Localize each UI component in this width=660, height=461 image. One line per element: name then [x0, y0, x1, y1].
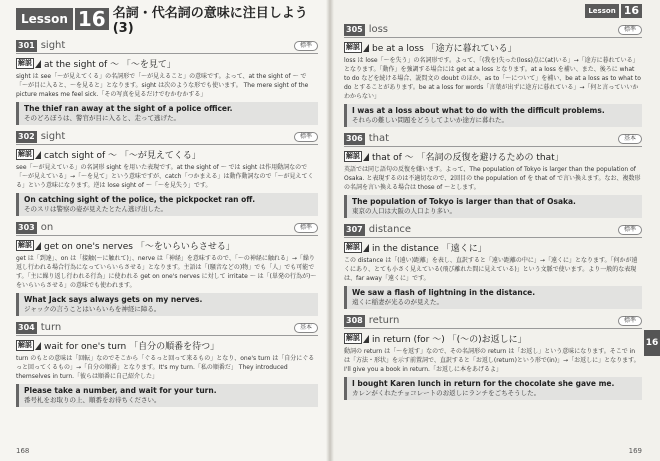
phrase: in the distance 「遠くに」 [372, 244, 487, 254]
level-badge: 標準 [618, 25, 642, 35]
lesson-title: 名詞・代名詞の意味に注目しよう (3) [112, 6, 308, 36]
section-number: 302 [18, 131, 35, 141]
lesson-number: 16 [73, 8, 109, 30]
explanation-body: get は「到達」、on は「接触(～に触れて)」、nerve は「神経」を意味するので、「～の神経に触れる」→「繰り返し行われる場合行為になっていらいらさせる」となります。主語は「(騒音などの)物」でも「人」でも可能です。「主に繰り返し行われる行為」に使われる get on one's nerves に対して irritate ～ は「(単発の行為が)～をいらいらさせる」の意味でも使われます。 [16, 255, 317, 289]
example-english: I was at a loss about what to do with the difficult problems. [352, 106, 605, 115]
phrase: in return (for ～) 「(～の)お返しに」 [372, 335, 527, 345]
section-number: 307 [346, 224, 363, 234]
example-english: I bought Karen lunch in return for the chocolate she gave me. [352, 379, 615, 388]
lesson-header [16, 4, 318, 34]
kaisetsu-label: 解説 [18, 341, 32, 349]
section-word: that [368, 133, 390, 144]
section-word: turn [40, 322, 62, 333]
example-box [16, 193, 318, 216]
explanation-head [16, 57, 318, 70]
example-japanese: そのスリは警察の姿が見えたとたん逃げ出した。 [24, 205, 167, 213]
level-badge: 標準 [294, 132, 318, 142]
section-bar [16, 220, 318, 236]
triangle-icon [363, 244, 369, 252]
level-badge: 基本 [618, 134, 642, 144]
section-word: sight [40, 40, 66, 51]
section-number: 306 [346, 133, 363, 143]
kaisetsu-label: 解説 [18, 59, 32, 67]
running-header [344, 4, 642, 18]
triangle-icon [35, 60, 41, 68]
phrase: at the sight of ～ 「～を見て」 [44, 60, 176, 70]
example-english: On catching sight of the police, the pickpocket ran off. [24, 195, 256, 204]
triangle-icon [35, 242, 41, 250]
explanation-body: 英語では同じ語句の反復を嫌います。よって、The population of Tokyo is larger than the population of Osaka. と表現するのは不適切なので、2回目の the population of を that of で言い換えます。なお、複数形の名詞を言い換える場合は those of ～とします。 [344, 166, 641, 191]
section-308 [344, 313, 642, 400]
phrase: catch sight of ～ 「～が見えてくる」 [44, 151, 201, 161]
explanation-head [16, 148, 318, 161]
section-303 [16, 220, 318, 316]
section-304 [16, 320, 318, 407]
section-number: 301 [18, 40, 35, 50]
section-301 [16, 38, 318, 125]
triangle-icon [363, 153, 369, 161]
lesson-number: 16 [619, 4, 642, 18]
triangle-icon [363, 335, 369, 343]
example-box [16, 384, 318, 407]
level-badge: 標準 [294, 41, 318, 51]
section-number: 308 [346, 315, 363, 325]
explanation-head [344, 332, 642, 345]
kaisetsu-label: 解説 [346, 334, 360, 342]
section-number: 304 [18, 322, 35, 332]
level-badge: 標準 [294, 223, 318, 233]
triangle-icon [35, 342, 41, 350]
example-japanese: カレンがくれたチョコレートのお返しにランチをごちそうした。 [352, 389, 541, 397]
example-box [344, 286, 642, 309]
lesson-label: Lesson [16, 8, 73, 30]
section-bar [16, 38, 318, 54]
example-english: The population of Tokyo is larger than that of Osaka. [352, 197, 576, 206]
lesson-label: Lesson [585, 4, 618, 18]
example-japanese: それらの難しい問題をどうしてよいか途方に暮れた。 [352, 116, 508, 124]
level-badge: 基本 [294, 323, 318, 333]
phrase: get on one's nerves 「～をいらいらさせる」 [44, 242, 235, 252]
explanation-body: sight は see「～が見えてくる」の名詞形で「～が見えること」の意味です。よって、at the sight of ～ で「～が目に入ると、～を見ると」となります。sight は次のような形でも使います。 The mere sight of the picture makes me feel sick.「その写真を見るだけでむかむかする」 [16, 73, 309, 98]
explanation-body: 動詞の return は「～を返す」なので、その名詞形の return は「お返し」という意味になります。そこで in は「方法・形状」を示す前置詞で、直訳すると「お返し(return)という形で(in)」→「お返しに」となります。 I'll give you a book in return.「お返しに本をあげるよ」 [344, 348, 640, 373]
section-word: return [368, 315, 400, 326]
example-box [344, 377, 642, 400]
section-bar [344, 313, 642, 329]
explanation-head [16, 339, 318, 352]
section-bar [344, 131, 642, 147]
example-box [16, 293, 318, 316]
section-word: sight [40, 131, 66, 142]
example-japanese: 番号札をお取りの上、順番をお待ちください。 [24, 396, 161, 404]
phrase: be at a loss 「途方に暮れている」 [372, 44, 517, 54]
lesson-side-tab: 16 [644, 330, 660, 356]
explanation-head [344, 150, 642, 163]
kaisetsu-label: 解説 [346, 43, 360, 51]
example-english: Please take a number, and wait for your turn. [24, 386, 217, 395]
section-word: on [40, 222, 54, 233]
phrase: wait for one's turn 「自分の順番を待つ」 [44, 342, 220, 352]
section-number: 303 [18, 222, 35, 232]
section-word: distance [368, 224, 412, 235]
explanation-head [344, 41, 642, 54]
explanation-body: turn のもとの意味は「回転」なのでそこから「ぐるっと回って来るもの」となり、one's turn は「自分にぐるっと回ってくるもの」→「自分の順番」となります。It's my turn.「私の順番だ」 They introduced themselves in turn.「彼らは順番に自己紹介した」 [16, 355, 315, 380]
example-box [16, 102, 318, 125]
example-japanese: 東京の人口は大阪の人口より多い。 [352, 207, 456, 215]
triangle-icon [35, 151, 41, 159]
section-bar [16, 129, 318, 145]
right-page [330, 0, 660, 461]
section-bar [344, 22, 642, 38]
explanation-head [16, 239, 318, 252]
example-box [344, 104, 642, 127]
example-english: We saw a flash of lightning in the distance. [352, 288, 536, 297]
page-number-right: 169 [628, 447, 642, 455]
phrase: that of ～ 「名詞の反復を避けるための that」 [372, 153, 564, 163]
explanation-body: see「～が見えている」の名詞形 sight を用いた表現です。at the sight of ～ では sight は作用動詞なので「～が見えている」→「～を見て」という意味ですが、catch「つかまえる」は動作動詞なので「～が見えてくる」という意味になります。逆は lose sight of ～「～を見失う」です。 [16, 164, 314, 189]
example-box [344, 195, 642, 218]
example-english: The thief ran away at the sight of a police officer. [24, 104, 233, 113]
kaisetsu-label: 解説 [346, 152, 360, 160]
example-japanese: そのどろぼうは、警官が目に入ると、走って逃げた。 [24, 114, 180, 122]
level-badge: 標準 [618, 316, 642, 326]
page-number-left: 168 [16, 447, 30, 455]
example-japanese: 遠くに稲妻が光るのが見えた。 [352, 298, 443, 306]
triangle-icon [363, 44, 369, 52]
section-306 [344, 131, 642, 218]
explanation-body: この distance は「(遠い)距離」を表し、直訳すると「遠い距離の中に」→「遠くに」となります。「何かが遠くにあり、とても小さく見えている(飛び離れた間に見えている)」という文脈で使います。より一般的な表現は、far away「遠くに」です。 [344, 257, 638, 282]
example-japanese: ジャックの言うことはいらいらを神経に障る。 [24, 305, 161, 313]
explanation-head [344, 241, 642, 254]
explanation-body: loss は lose「～を失う」の名詞形です。よって、「(我を)失った(loss)点に(at)いる」→「途方に暮れている」となります。「動作」を強調する場合には get at a loss となります。at a loss を補い、また、後ろに what to do などを続ける場合、説問文の doubt のほか、as to「～について」を補い、be at a loss as to what to do とすることがあります。be at a loss for words「言葉が出ずに途方に暮れている」→「何と言っていいかわからない」 [344, 57, 641, 100]
section-305 [344, 22, 642, 127]
section-302 [16, 129, 318, 216]
kaisetsu-label: 解説 [18, 150, 32, 158]
kaisetsu-label: 解説 [18, 241, 32, 249]
section-307 [344, 222, 642, 309]
level-badge: 標準 [618, 225, 642, 235]
section-bar [16, 320, 318, 336]
section-bar [344, 222, 642, 238]
book-gutter [326, 0, 334, 461]
example-english: What Jack says always gets on my nerves. [24, 295, 203, 304]
kaisetsu-label: 解説 [346, 243, 360, 251]
section-word: loss [368, 24, 389, 35]
section-number: 305 [346, 24, 363, 34]
